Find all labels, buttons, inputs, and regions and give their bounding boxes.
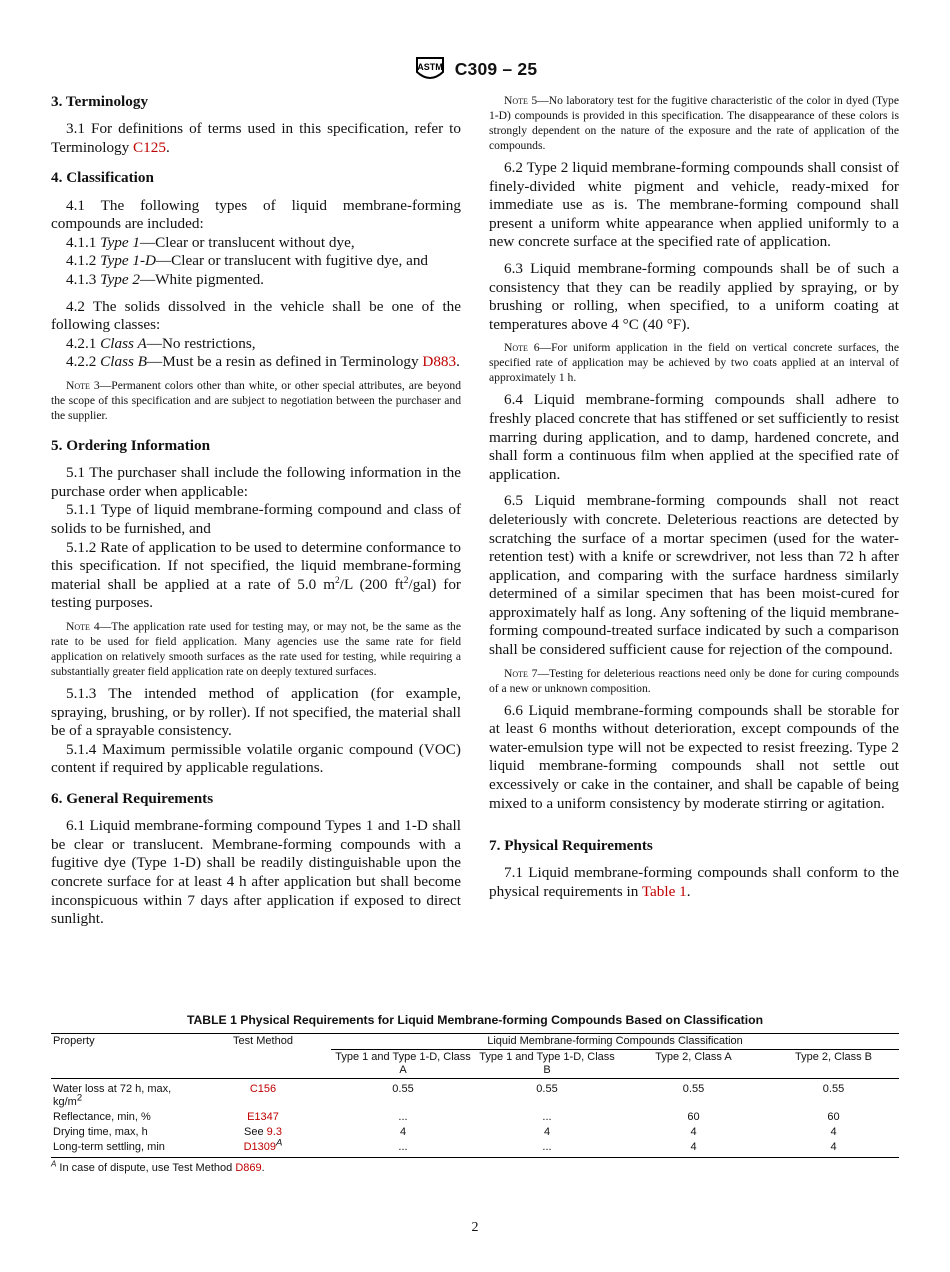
note-5: Note 5—No laboratory test for the fugitive characteristic of the color in dyed (Type 1-D) compounds is provided in this specification. The disappearance of these colors is strongly dependent on the nature of the exposure and the rate of application of the compounds. [489,94,899,152]
para-6-6: 6.6 Liquid membrane-forming compounds shall be storable for at least 6 months without deterioration, except compounds of the water-emulsion type will not be expected to resist freezing. Type 2 liquid membrane-forming compounds shall not settle out excessively or cake in the container, and shall be capable of being mixed to a uniform consistency by moderate stirring or agitation. [489,701,899,812]
note-3: Note 3—Permanent colors other than white, or other special attributes, are beyond the scope of this specification and are subject to negotiation between the purchaser and the supplier. [51,379,461,422]
table-footnote: $^A$ In case of dispute, use Test Method D869. [51,1159,265,1174]
page-number: 2 [471,1220,479,1235]
para-5-1-4: 5.1.4 Maximum permissible volatile organic compound (VOC) content if required by applicable regulations. [51,740,461,777]
cell-value: 4 [830,1141,837,1153]
table-caption: TABLE 1 Physical Requirements for Liquid Membrane-forming Compounds Based on Classification [186,1013,764,1027]
cell-value: ... [398,1141,408,1153]
cell-value: ... [542,1141,552,1153]
ref-c125-link[interactable]: C125 [133,138,166,156]
page-header [0,52,950,86]
section-5-heading: 5. Ordering Information [51,437,211,454]
para-5-1-3: 5.1.3 The intended method of application (for example, spraying, brushing, or by roller). If not specified, the material shall be of a sprayable consistency. [51,684,461,740]
para-3-1: 3.1 For definitions of terms used in this specification, refer to Terminology C125. [51,120,461,156]
para-7-1: 7.1 Liquid membrane-forming compounds shall conform to the physical requirements in Table 1. [489,864,899,901]
para-6-4: 6.4 Liquid membrane-forming compounds shall adhere to freshly placed concrete that has stiffened or set sufficiently to resist marring during application, and to damp, hardened concrete, and shall form a continuous film when applied at the specified rate of application. [489,391,899,483]
cell-value: 0.55 [536,1083,558,1095]
section-6-heading: 6. General Requirements [51,789,214,807]
ref-table-1-link[interactable]: Table 1 [641,883,687,901]
para-6-1: 6.1 Liquid membrane-forming compound Types 1 and 1-D shall be clear or translucent. Membrane-forming compounds with a fugitive dye (Type 1-D) shall be readily distinguishable upon the concrete surface for at least 4 h after application but shall become inconspicuous within 7 days after application if exposed to direct sunlight. [51,817,461,928]
cell-property: Water loss at 72 h, max, $kg/m^2$ [53,1083,172,1108]
section-3-heading: 3. Terminology [51,93,149,110]
cell-value: ... [542,1111,552,1123]
para-4-2-1: 4.2.1 Class A—No restrictions, [66,334,256,352]
para-5-1-1: 5.1.1 Type of liquid membrane-forming compound and class of solids to be furnished, and [51,501,461,538]
cell-value: 4 [690,1141,697,1153]
para-4-1: 4.1 The following types of liquid membrane-forming compounds are included: [51,196,461,233]
header-classification: Liquid Membrane-forming Compounds Classification [331,1034,899,1050]
note-7: Note 7—Testing for deleterious reactions need only be done for curing compounds of a new or unknown composition. [489,666,899,695]
ref-d883-link[interactable]: D883 [422,353,457,371]
para-4-1-1: 4.1.1 Type 1—Clear or translucent without dye, [66,233,355,251]
para-5-1: 5.1 The purchaser shall include the following information in the purchase order when applicable: [51,464,461,500]
svg-text:ASTM: ASTM [416,62,443,72]
ref-d1309-link[interactable]: D1309 [243,1141,277,1153]
para-6-3: 6.3 Liquid membrane-forming compounds shall be of such a consistency that they can be readily applied by spraying, or by brushing or rolling, when specified, to a uniform coating at temperatures above 4 °C (40 °F). [489,259,899,333]
table-row [51,1125,899,1140]
cell-value: 0.55 [682,1083,705,1095]
header-col-3: Type 2, Class A [655,1051,732,1063]
requirements-table [51,1033,899,1158]
cell-property: Long-term settling, min [53,1141,165,1153]
right-column [489,93,899,902]
table-row: Long-term settling, min $D1309^A$ ... ... 4 4 [51,1140,899,1158]
cell-value: 4 [690,1126,697,1138]
cell-value: 4 [543,1126,551,1138]
cell-value: ... [398,1111,408,1123]
ref-9-3-link[interactable]: 9.3 [266,1126,282,1138]
para-4-2: 4.2 The solids dissolved in the vehicle shall be one of the following classes: [51,297,461,334]
header-property: Property [53,1035,95,1047]
para-6-5: 6.5 Liquid membrane-forming compounds shall not react deleteriously with concrete. Deleterious reactions are detected by scratching the surface of a mortar specimen (used for the water-retention test) with a knife or screwdriver, not less than 72 h after application, and comparing with the surface hardness similarly determined of a similar specimen that has been moist-cured for approximately half as long. Any softening of the liquid membrane-forming compound-treated surface indicated by such a comparison shall be considered sufficient cause for rejection of the compound. [489,492,899,659]
cell-property: Reflectance, min, % [53,1111,151,1123]
cell-method: See 9.3 [244,1126,282,1138]
cell-value: 4 [399,1126,407,1138]
table-row [51,1079,899,1111]
document-id: C309 – 25 [454,58,538,79]
section-4-heading: 4. Classification [51,169,154,187]
cell-value: 60 [687,1111,700,1123]
table-1 [51,1013,899,1174]
para-4-2-2: 4.2.2 Class B—Must be a resin as defined in Terminology D883. [66,353,460,371]
ref-c156-link[interactable]: C156 [249,1083,277,1095]
header-col-4: Type 2, Class B [794,1051,873,1063]
cell-value: 0.55 [392,1083,414,1095]
ref-d869-link[interactable]: D869 [235,1162,262,1174]
note-6: Note 6—For uniform application in the field on vertical concrete surfaces, the specified rate of application may be achieved by two coats applied at an interval of approximately 1 h. [489,341,899,385]
table-row [51,1110,899,1125]
cell-value: 0.55 [822,1083,845,1095]
header-col-1: Type 1 and Type 1-D, Class A [335,1051,471,1076]
header-test-method: Test Method [233,1035,293,1047]
para-6-2: 6.2 Type 2 liquid membrane-forming compounds shall consist of finely-divided white pigment and vehicle, ready-mixed for immediate use as is. The membrane-forming compound shall present a uniform white appearance when applied uniformly to a new concrete surface at the specified rate of application. [489,159,899,251]
astm-logo-icon [413,54,447,84]
cell-value: 4 [830,1126,837,1138]
header-col-2: Type 1 and Type 1-D, Class B [479,1051,615,1076]
left-column [51,93,461,929]
para-5-1-2: 5.1.2 Rate of application to be used to determine conformance to this specification. If not specified, the liquid membrane-forming material shall be applied at a rate of 5.0 $m^2/L$ (200 $ft^2/gal$) for testing purposes. [51,538,461,612]
para-4-1-2: 4.1.2 Type 1-D—Clear or translucent with fugitive dye, and [66,252,429,270]
cell-value: 60 [827,1111,840,1123]
ref-e1347-link[interactable]: E1347 [247,1111,279,1123]
note-4: Note 4—The application rate used for testing may, or may not, be the same as the rate to be used for field application. Many agencies use the same rate for field application on relatively smooth surfaces as the rate used for testing, while requiring a substantially greater field application rate on deeply textured surfaces. [51,619,461,678]
para-4-1-3: 4.1.3 Type 2—White pigmented. [66,271,264,289]
section-7-heading: 7. Physical Requirements [489,837,653,855]
cell-property: Drying time, max, h [53,1126,148,1138]
